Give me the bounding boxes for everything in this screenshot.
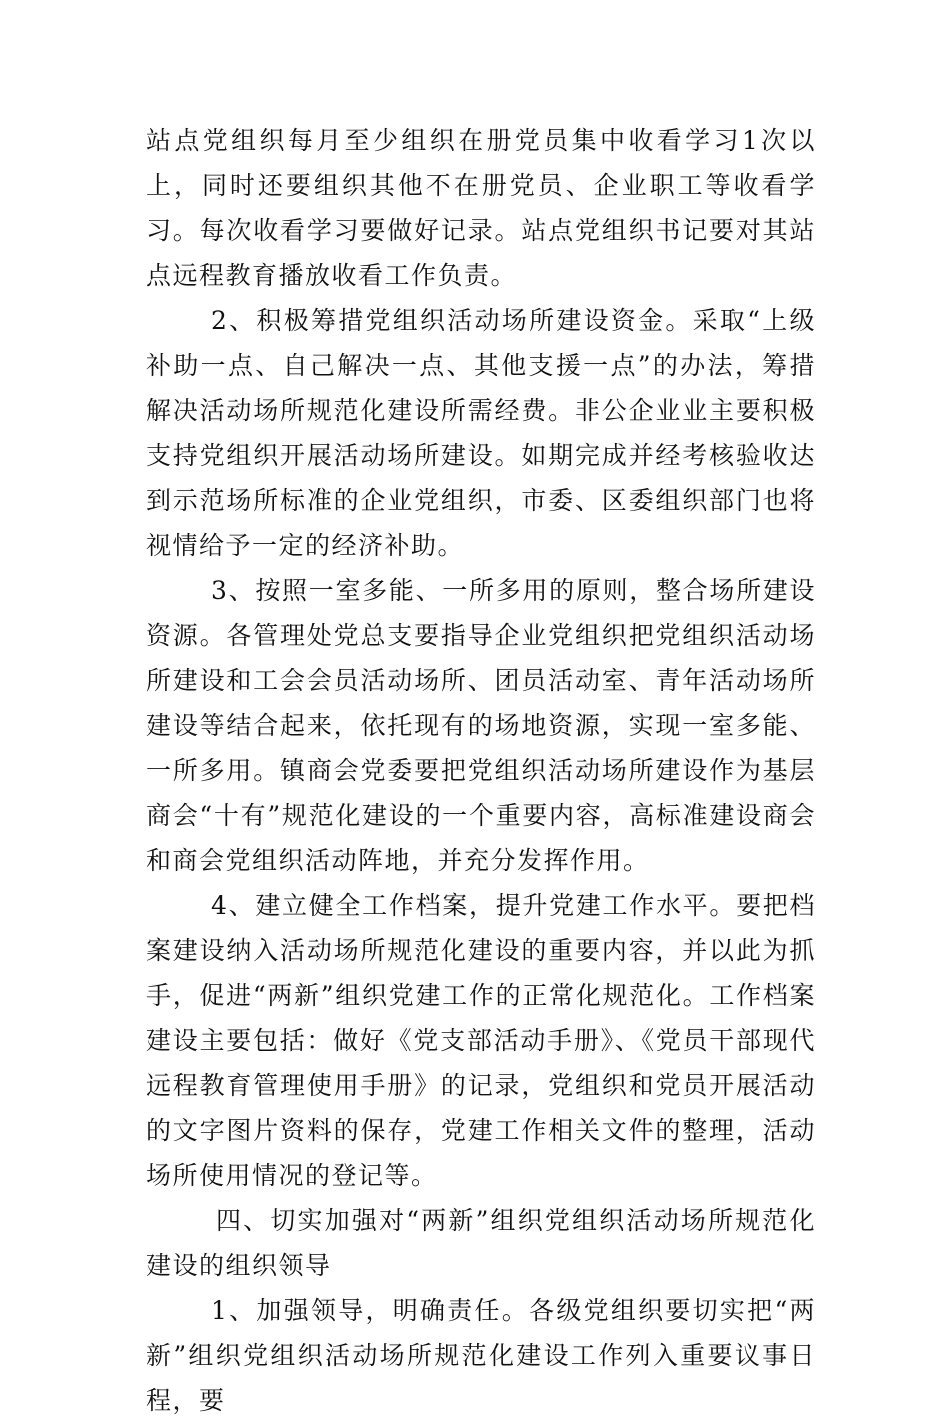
paragraph-item-4: 4、建立健全工作档案，提升党建工作水平。要把档案建设纳入活动场所规范化建设的重要内容，并以此为抓手，促进“两新”组织党建工作的正常化规范化。工作档案建设主要包括：做好《党支部活动手册》、《党员干部现代远程教育管理使用手册》的记录，党组织和党员开展活动的文字图片资料的保存，党建工作相关文件的整理，活动场所使用情况的登记等。 (146, 891, 816, 1190)
paragraph-item-3: 3、按照一室多能、一所多用的原则，整合场所建设资源。各管理处党总支要指导企业党组织把党组织活动场所建设和工会会员活动场所、团员活动室、青年活动场所建设等结合起来，依托现有的场地资源，实现一室多能、一所多用。镇商会党委要把党组织活动场所建设作为基层商会“十有”规范化建设的一个重要内容，高标准建设商会和商会党组织活动阵地，并充分发挥作用。 (146, 576, 816, 875)
paragraph-continued: 站点党组织每月至少组织在册党员集中收看学习1次以上，同时还要组织其他不在册党员、企业职工等收看学习。每次收看学习要做好记录。站点党组织书记要对其站点远程教育播放收看工作负责。 (146, 126, 816, 290)
paragraph-item-1: 1、加强领导，明确责任。各级党组织要切实把“两新”组织党组织活动场所规范化建设工作列入重要议事日程，要 (146, 1296, 816, 1415)
document-body (146, 118, 816, 1423)
section-heading-4: 四、切实加强对“两新”组织党组织活动场所规范化建设的组织领导 (146, 1206, 816, 1280)
paragraph-item-2: 2、积极筹措党组织活动场所建设资金。采取“上级补助一点、自己解决一点、其他支援一点”的办法，筹措解决活动场所规范化建设所需经费。非公企业业主要积极支持党组织开展活动场所建设。如期完成并经考核验收达到示范场所标准的企业党组织，市委、区委组织部门也将视情给予一定的经济补助。 (146, 306, 816, 560)
